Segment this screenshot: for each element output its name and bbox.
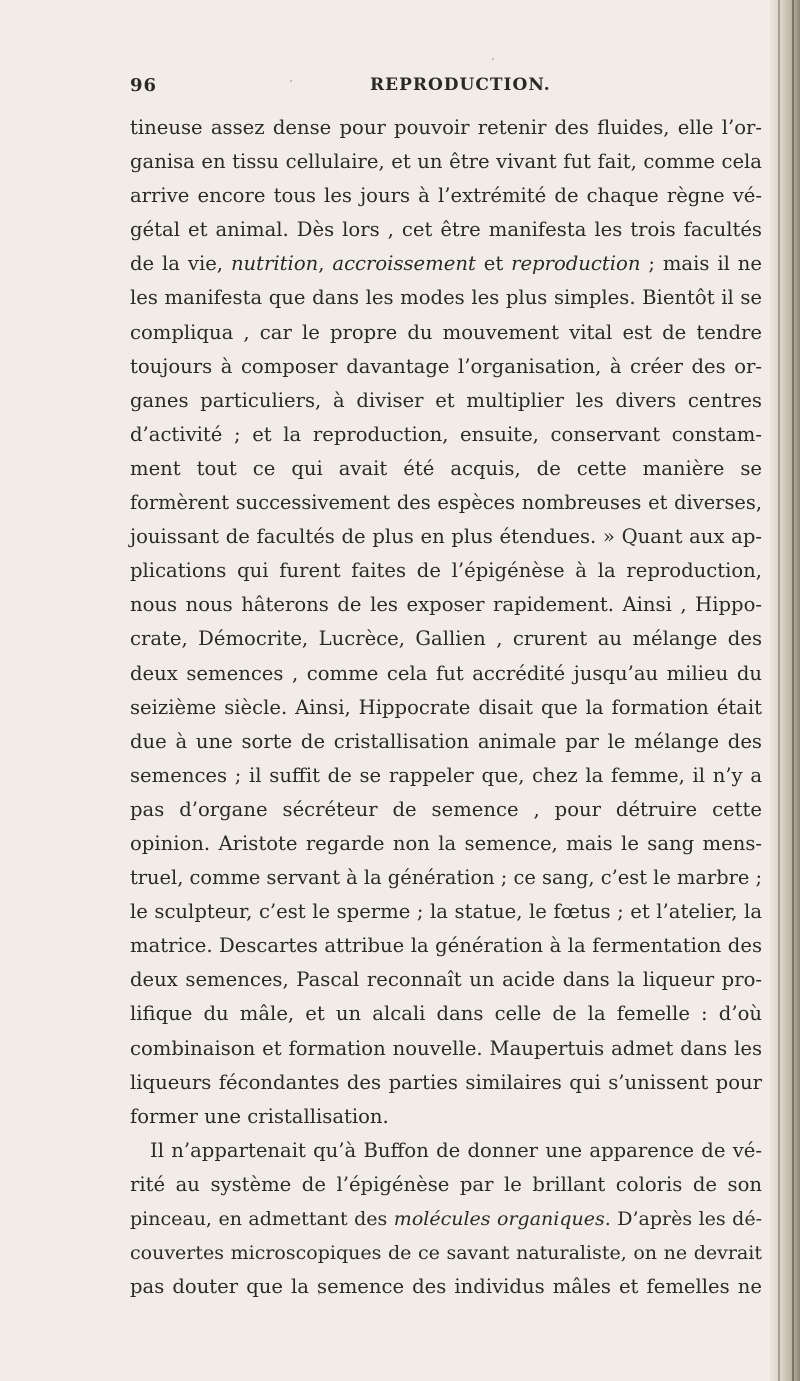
text-line — [130, 1134, 762, 1168]
text-segment: semences ; il suffit de se rappeler que, chez la femme, il n’y a — [130, 763, 762, 787]
text-line — [130, 1168, 762, 1202]
paper-speck — [492, 58, 494, 60]
text-segment: seizième siècle. Ainsi, Hippocrate disait que la formation était — [130, 695, 762, 719]
page-edge-line — [778, 0, 780, 1381]
text-segment: due à une sorte de cristallisation animale par le mélange des — [130, 729, 762, 753]
text-segment: deux semences , comme cela fut accrédité jusqu’au milieu du — [130, 661, 762, 685]
text-line — [130, 1202, 762, 1236]
text-line — [130, 145, 762, 179]
text-segment: formèrent successivement des espèces nombreuses et diverses, — [130, 491, 762, 515]
text-line — [130, 520, 762, 554]
text-segment: crate, Démocrite, Lucrèce, Gallien , crurent au mélange des — [130, 627, 762, 651]
text-line — [130, 554, 762, 588]
text-line — [130, 452, 762, 486]
text-segment: ganes particuliers, à diviser et multiplier les divers centres — [130, 388, 762, 412]
text-segment: deux semences, Pascal reconnaît un acide dans la liqueur pro- — [130, 968, 762, 992]
text-line — [130, 1100, 762, 1134]
text-segment: combinaison et formation nouvelle. Maupertuis admet dans les — [130, 1036, 762, 1060]
text-segment: de la vie, — [130, 252, 231, 276]
text-segment: d’activité ; et la reproduction, ensuite, conservant constam- — [130, 422, 762, 446]
text-line — [130, 1270, 762, 1304]
text-segment: gétal et animal. Dès lors , cet être manifesta les trois facultés — [130, 218, 762, 242]
text-line — [130, 657, 762, 691]
text-line — [130, 213, 762, 247]
text-segment: compliqua , car le propre du mouvement vital est de tendre — [130, 320, 762, 344]
text-segment: . D’après les dé- — [604, 1208, 762, 1230]
italic-term: accroissement — [332, 252, 476, 276]
text-segment: truel, comme servant à la génération ; ce sang, c’est le marbre ; — [130, 866, 763, 890]
body-text — [130, 111, 762, 1304]
text-segment: former une cristallisation. — [130, 1104, 389, 1128]
text-line — [130, 418, 762, 452]
text-line — [130, 316, 762, 350]
text-segment: les manifesta que dans les modes les plus simples. Bientôt il se — [130, 286, 762, 310]
text-line — [130, 1032, 762, 1066]
text-line — [130, 1066, 762, 1100]
text-segment: jouissant de facultés de plus en plus étendues. » Quant aux ap- — [130, 525, 762, 549]
text-line — [130, 861, 762, 895]
text-line — [130, 963, 762, 997]
text-segment: liqueurs fécondantes des parties similaires qui s’unissent pour — [130, 1070, 762, 1094]
text-line — [130, 691, 762, 725]
italic-term: molécules organiques — [393, 1208, 605, 1230]
text-line — [130, 759, 762, 793]
text-line — [130, 384, 762, 418]
text-segment: tineuse assez dense pour pouvoir retenir des fluides, elle l’or- — [130, 116, 762, 139]
text-segment: opinion. Aristote regarde non la semence, mais le sang mens- — [130, 831, 762, 855]
text-line — [130, 827, 762, 861]
text-segment: plications qui furent faites de l’épigénèse à la reproduction, — [130, 559, 762, 583]
text-segment: le sculpteur, c’est le sperme ; la statue, le fœtus ; et l’atelier, la — [130, 900, 762, 924]
text-segment: lifique du mâle, et un alcali dans celle de la femelle : d’où — [130, 1002, 762, 1026]
text-segment: pinceau, en admettant des — [130, 1208, 394, 1230]
text-line — [130, 179, 762, 213]
text-segment: pas d’organe sécréteur de semence , pour détruire cette — [130, 797, 762, 821]
text-segment: ment tout ce qui avait été acquis, de cette manière se — [130, 456, 762, 480]
page-edge — [770, 0, 800, 1381]
text-segment: , — [318, 252, 333, 276]
text-line — [130, 997, 762, 1031]
text-segment: toujours à composer davantage l’organisation, à créer des or- — [130, 354, 762, 378]
page-number: 96 — [130, 75, 158, 96]
italic-term: reproduction — [511, 252, 641, 276]
text-line — [130, 247, 762, 281]
text-line — [130, 929, 762, 963]
italic-term: nutrition — [230, 252, 319, 276]
text-line — [130, 895, 762, 929]
text-segment: ganisa en tissu cellulaire, et un être vivant fut fait, comme cela — [130, 150, 762, 174]
text-segment: nous nous hâterons de les exposer rapidement. Ainsi , Hippo- — [130, 593, 762, 617]
text-line — [130, 588, 762, 622]
running-header — [130, 75, 760, 103]
text-line — [130, 281, 762, 315]
text-segment: matrice. Descartes attribue la génération à la fermentation des — [130, 934, 762, 958]
text-line — [130, 725, 762, 759]
text-line — [130, 793, 762, 827]
text-segment: Il n’appartenait qu’à Buffon de donner une apparence de vé- — [150, 1138, 762, 1162]
running-title: REPRODUCTION. — [370, 75, 551, 95]
text-segment: et — [475, 252, 512, 276]
text-line — [130, 622, 762, 656]
text-segment: pas douter que la semence des individus mâles et femelles ne — [130, 1275, 762, 1299]
text-segment: couvertes microscopiques de ce savant naturaliste, on ne devrait — [130, 1242, 762, 1265]
text-line — [130, 350, 762, 384]
text-line — [130, 1236, 762, 1270]
text-line — [130, 111, 762, 145]
page-edge-line — [792, 0, 794, 1381]
text-segment: rité au système de l’épigénèse par le brillant coloris de son — [130, 1172, 762, 1196]
text-segment: arrive encore tous les jours à l’extrémité de chaque règne vé- — [130, 184, 762, 208]
text-line — [130, 486, 762, 520]
text-segment: ; mais il ne — [640, 252, 762, 276]
